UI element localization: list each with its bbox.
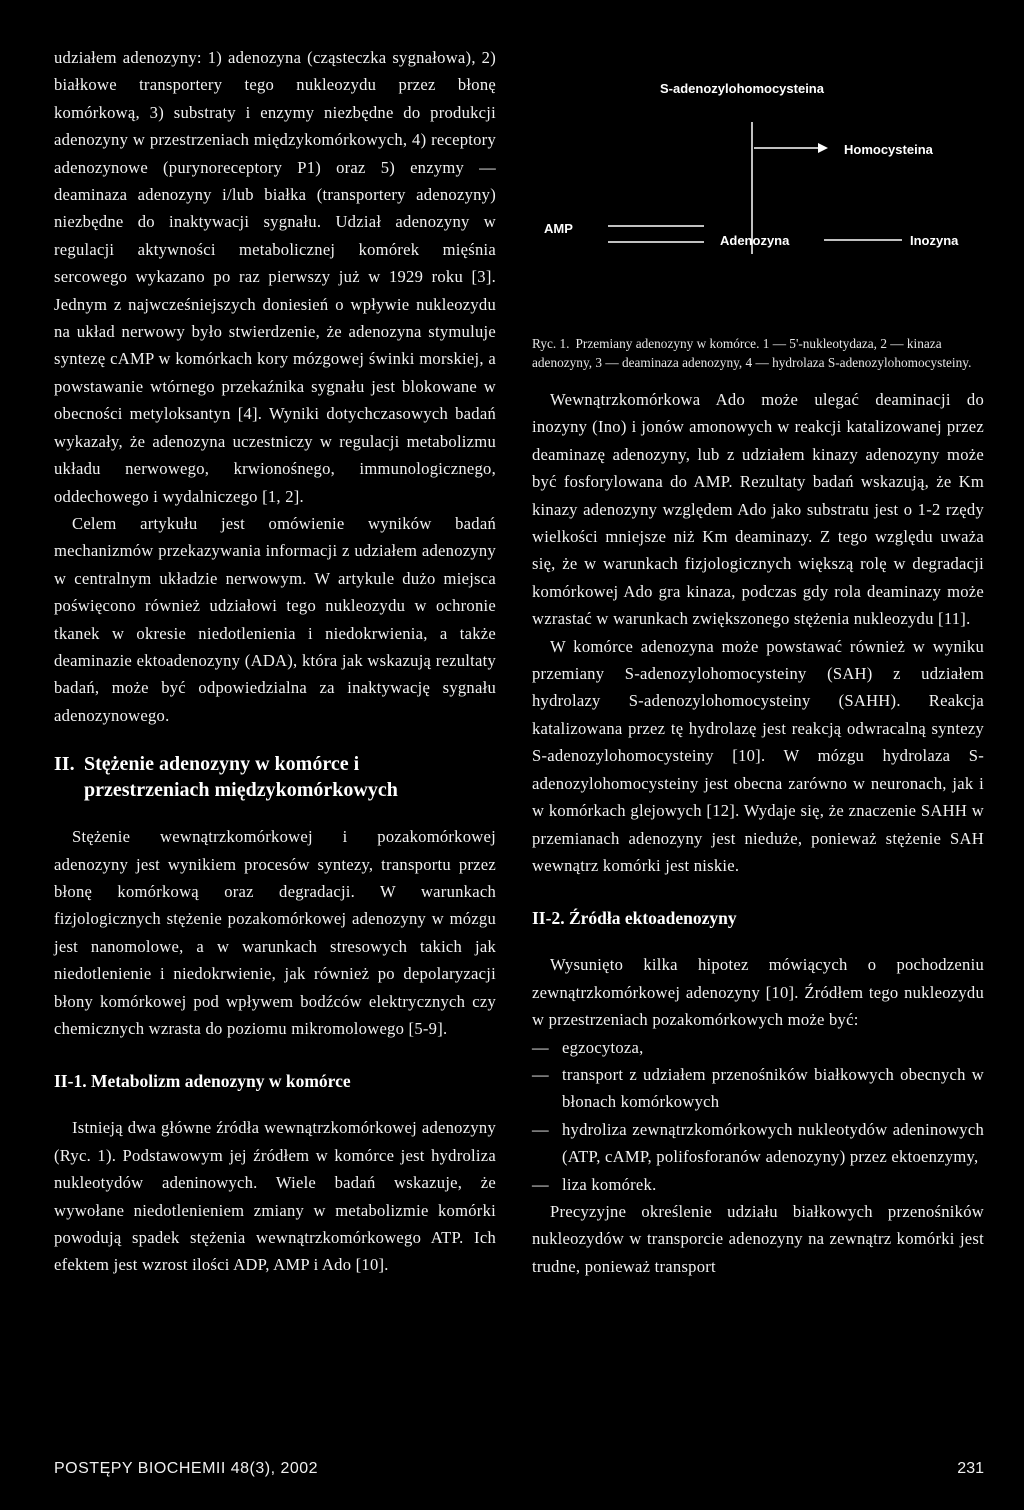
diagram-label-adenozyna: Adenozyna — [720, 233, 790, 248]
list-item — [532, 1061, 984, 1116]
page-footer — [54, 1460, 984, 1490]
left-column — [54, 44, 496, 1279]
diagram-label-sah: S-adenozylohomocysteina — [660, 81, 824, 96]
diagram-label-homocysteina: Homocysteina — [844, 142, 933, 157]
list-item-text: hydroliza zewnątrzkomórkowych nukleotydów adeninowych (ATP, cAMP, polifosforanów adenozyny) przez ektoenzymy, — [562, 1119, 984, 1167]
caption-label: Ryc. 1. — [532, 336, 570, 351]
right-column — [532, 44, 984, 1280]
paragraph: Celem artykułu jest omówienie wyników badań mechanizmów przekazywania informacji z udziałem adenozyny w centralnym układzie nerwowym. W artykule dużo miejsca poświęcono również udziałowi tego nukleozydu w ochronie tkanek w okresie niedotlenienia i niedokrwienia, a także deaminazie ektoadenozyny (ADA), która jak wskazują rezultaty badań, może być odpowiedzialna za inaktywację sygnału adenozynowego. — [54, 513, 496, 725]
page-number: 231 — [957, 1460, 984, 1477]
adenosine-metabolism-diagram — [532, 44, 984, 334]
list-item — [532, 1034, 984, 1061]
subsection-heading: II-1. Metabolizm adenozyny w komórce — [54, 1071, 351, 1092]
journal-name: POSTĘPY BIOCHEMII 48(3), 2002 — [54, 1460, 319, 1477]
list-item-text: liza komórek. — [562, 1174, 657, 1194]
paragraph: Istnieją dwa główne źródła wewnątrzkomórkowej adenozyny (Ryc. 1). Podstawowym jej źródłem w komórce jest hydroliza nukleotydów adeninowych. Wiele badań wskazuje, że wywołane niedotlenieniem zmiany w metabolizmie komórki powodują spadek stężenia wewnątrzkomórkowego ATP. Ich efektem jest wzrost ilości ADP, AMP i Ado [10]. — [54, 1118, 496, 1275]
list-dash: — — [532, 1174, 549, 1194]
paragraph: udziałem adenozyny: 1) adenozyna (cząsteczka sygnałowa), 2) białkowe transportery tego nukleozydu przez błonę komórkową, 3) substraty i enzymy niezbędne do produkcji adenozyny w przestrzeniach międzykomórkowych, 4) receptory adenozynowe (purynoreceptory P1) oraz 5) enzymy — deaminaza adenozyny i/lub białka (transportery adenozyny) niezbędne do inaktywacji sygnału. Udział adenozyny w regulacji aktywności metabolicznej komórek mięśnia sercowego wykazano po raz pierwszy już w 1929 roku [3]. Jednym z najwcześniejszych doniesień o wpływie nukleozydu na układ nerwowy było stwierdzenie, że adenozyna stymuluje syntezę cAMP w komórkach kory mózgowej świnki morskiej, a powstawanie wtórnego przekaźnika sygnału jest blokowane w obecności metyloksantyn [4]. Wyniki dotychczasowych badań wykazały, że adenozyna uczestniczy w regulacji metabolizmu układu nerwowego, krwionośnego, immunologicznego, oddechowego i wydalniczego [1, 2]. — [54, 48, 496, 506]
list-dash: — — [532, 1064, 549, 1084]
list-item-text: egzocytoza, — [562, 1037, 644, 1057]
paragraph: W komórce adenozyna może powstawać również w wyniku przemiany S-adenozylohomocysteiny (SAH) z udziałem hydrolazy S-adenozylohomocysteiny (SAHH). Reakcja katalizowana przez tę hydrolazę jest reakcją odwracalną syntezy S-adenozylohomocysteiny [10]. W mózgu hydrolaza S-adenozylohomocysteiny jest obecna zarówno w neuronach, jak i w komórkach glejowych [12]. Wydaje się, że znaczenie SAHH w przemianach adenozyny jest nieduże, ponieważ stężenie SAH wewnątrz komórki jest niskie. — [532, 636, 984, 875]
section-number: II. — [54, 753, 75, 776]
section-title-line: Stężenie adenozyny w komórce i — [84, 753, 360, 776]
section-heading — [54, 751, 496, 803]
paragraph: Wewnątrzkomórkowa Ado może ulegać deaminacji do inozyny (Ino) i jonów amonowych w reakcji katalizowanej przez deaminazę adenozyny, lub z udziałem kinazy adenozyny może być fosforylowana do AMP. Rezultaty badań wskazują, że Km kinazy adenozyny względem Ado jako substratu jest o 1-2 rzędy wielkości mniejsze niż Km deaminazy. Z tego względu uważa się, że w warunkach fizjologicznych większą rolę w degradacji komórkowej Ado gra kinaza, podczas gdy rola deaminazy może wzrastać w warunkach zwiększonego stężenia nukleozydu [11]. — [532, 390, 984, 629]
list-dash: — — [532, 1037, 549, 1057]
list-item-text: transport z udziałem przenośników białkowych obecnych w błonach komórkowych — [562, 1064, 984, 1112]
section-title-line: przestrzeniach międzykomórkowych — [84, 779, 398, 802]
paragraph: Wysunięto kilka hipotez mówiących o pochodzeniu zewnątrzkomórkowej adenozyny [10]. Źródłem tego nukleozydu w przestrzeniach pozakomórkowych może być: — [532, 955, 984, 1030]
paragraph: Precyzyjne określenie udziału białkowych przenośników nukleozydów w transporcie adenozyny na zewnątrz komórki jest trudne, ponieważ transport — [532, 1201, 984, 1276]
list-item — [532, 1171, 984, 1198]
list-item — [532, 1116, 984, 1171]
caption-text: Przemiany adenozyny w komórce. 1 — 5'-nukleotydaza, 2 — kinaza adenozyny, 3 — deaminaza adenozyny, 4 — hydrolaza S-adenozylohomocysteiny. — [532, 336, 972, 370]
figure-caption — [532, 334, 984, 372]
paragraph: Stężenie wewnątrzkomórkowej i pozakomórkowej adenozyny jest wynikiem procesów syntezy, transportu przez błonę komórkową oraz degradacji. W warunkach fizjologicznych stężenie pozakomórkowej adenozyny w mózgu jest nanomolowe, a w warunkach stresowych takich jak niedotlenienie i niedokrwienie, jak również po depolaryzacji błony komórkowej pod wpływem bodźców elektrycznych czy chemicznych wzrasta do poziomu mikromolowego [5-9]. — [54, 827, 496, 1038]
subsection-heading: II-2. Źródła ektoadenozyny — [532, 908, 737, 929]
diagram-label-amp: AMP — [544, 221, 573, 236]
list-dash: — — [532, 1119, 549, 1139]
diagram-arrowhead — [818, 143, 828, 153]
source-list — [532, 1034, 984, 1198]
diagram-lines — [532, 44, 984, 334]
diagram-label-inozyna: Inozyna — [910, 233, 959, 248]
